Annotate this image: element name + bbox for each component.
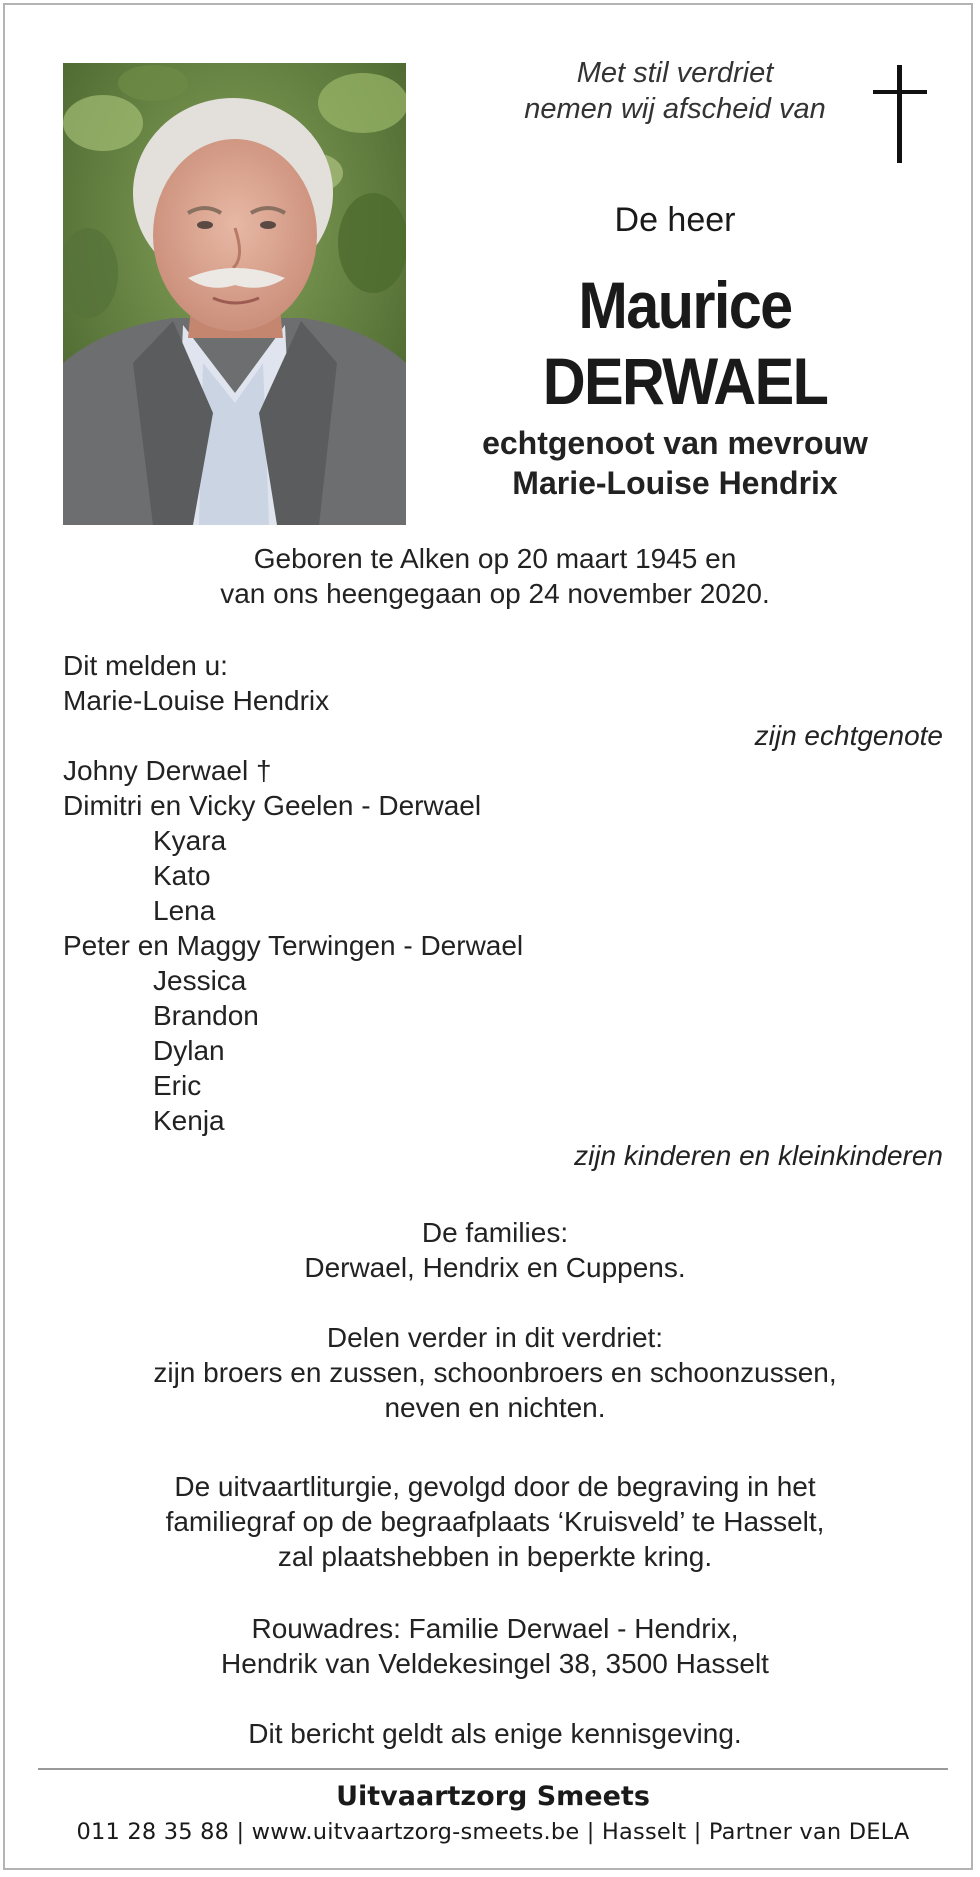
sharing-line: Delen verder in dit verdriet: xyxy=(326,1322,664,1353)
salutation: De heer xyxy=(614,201,736,239)
spouse-name: Marie-Louise Hendrix xyxy=(63,685,330,716)
family-list xyxy=(63,753,943,1138)
address-section xyxy=(45,1611,945,1681)
list-item: Dimitri en Vicky Geelen - Derwael xyxy=(63,790,482,821)
list-item: Brandon xyxy=(153,1000,259,1031)
funeral-home-contact: 011 28 35 88 | www.uitvaartzorg-smeets.be | Hasselt | Partner van DELA xyxy=(76,1819,910,1845)
list-item: Dylan xyxy=(153,1035,225,1066)
list-item: Eric xyxy=(153,1070,202,1101)
portrait-photo xyxy=(63,63,406,525)
spouse-line-2: Marie-Louise Hendrix xyxy=(512,465,838,501)
liturgy-section xyxy=(45,1469,945,1574)
sharing-section xyxy=(45,1320,945,1425)
family-role: zijn kinderen en kleinkinderen xyxy=(574,1140,943,1171)
spouse-role: zijn echtgenote xyxy=(754,720,943,751)
sharing-line: zijn broers en zussen, schoonbroers en schoonzussen, xyxy=(153,1357,837,1388)
address-line: Hendrik van Veldekesingel 38, 3500 Hasselt xyxy=(221,1648,769,1679)
intro-line: Met stil verdriet xyxy=(576,57,774,89)
liturgy-line: zal plaatshebben in beperkte kring. xyxy=(277,1541,713,1572)
liturgy-line: familiegraf op de begraafplaats ‘Kruisveld’ te Hasselt, xyxy=(165,1506,825,1537)
families-names: Derwael, Hendrix en Cuppens. xyxy=(304,1252,686,1283)
list-item: Kyara xyxy=(153,825,227,856)
list-item: Jessica xyxy=(153,965,247,996)
cross-icon xyxy=(871,65,931,170)
announce-heading: Dit melden u: xyxy=(63,650,228,681)
deceased-name: Maurice DERWAEL xyxy=(542,268,828,418)
address-line: Rouwadres: Familie Derwael - Hendrix, xyxy=(251,1613,739,1644)
intro-text xyxy=(475,55,875,127)
list-item: Lena xyxy=(153,895,216,926)
birth-death-statement xyxy=(45,541,945,611)
footer-divider xyxy=(38,1768,948,1770)
liturgy-line: De uitvaartliturgie, gevolgd door de begraving in het xyxy=(174,1471,816,1502)
list-item: Peter en Maggy Terwingen - Derwael xyxy=(63,930,524,961)
funeral-home-name: Uitvaartzorg Smeets xyxy=(336,1781,650,1812)
families-heading: De families: xyxy=(421,1217,569,1248)
notice-text: Dit bericht geldt als enige kennisgeving. xyxy=(248,1718,742,1749)
announcement-list xyxy=(63,648,943,1173)
obituary-card xyxy=(3,3,973,1870)
spouse-line xyxy=(435,423,915,503)
list-item: Kato xyxy=(153,860,211,891)
birth-line: Geboren te Alken op 20 maart 1945 en xyxy=(253,543,737,574)
families-section xyxy=(45,1215,945,1285)
list-item: Johny Derwael † xyxy=(63,755,272,786)
intro-line: nemen wij afscheid van xyxy=(524,93,826,125)
spouse-line-1: echtgenoot van mevrouw xyxy=(482,425,868,461)
death-line: van ons heengegaan op 24 november 2020. xyxy=(220,578,770,609)
list-item: Kenja xyxy=(153,1105,225,1136)
sharing-line: neven en nichten. xyxy=(384,1392,606,1423)
